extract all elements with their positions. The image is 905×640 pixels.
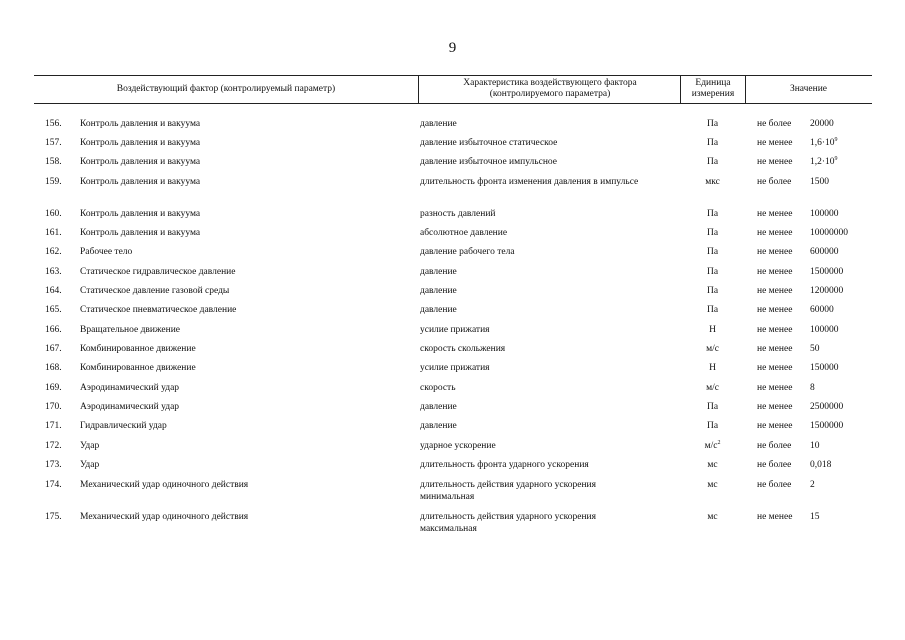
row-comparison: не менее bbox=[757, 363, 793, 373]
header-factor: Воздействующий фактор (контролируемый параметр) bbox=[116, 83, 336, 94]
row-comparison: не более bbox=[757, 480, 792, 490]
row-value: 10000000 bbox=[810, 228, 848, 238]
row-factor: Удар bbox=[80, 460, 100, 470]
row-comparison: не более bbox=[757, 460, 792, 470]
row-number: 167. bbox=[45, 344, 62, 354]
row-unit: Н bbox=[709, 363, 716, 373]
row-characteristic: давление рабочего тела bbox=[420, 247, 515, 257]
row-number: 163. bbox=[45, 267, 62, 277]
row-characteristic: давление bbox=[420, 267, 457, 277]
row-number: 168. bbox=[45, 363, 62, 373]
row-unit: Па bbox=[706, 157, 719, 167]
row-characteristic: длительность действия ударного ускорения максимальная bbox=[420, 512, 596, 534]
row-factor: Аэродинамический удар bbox=[80, 402, 180, 412]
header-characteristic: Характеристика воздействующего фактора (контролируемого параметра) bbox=[463, 78, 637, 99]
row-number: 156. bbox=[45, 119, 62, 129]
row-characteristic: длительность действия ударного ускорения минимальная bbox=[420, 480, 596, 502]
row-value: 100000 bbox=[810, 325, 839, 335]
row-characteristic: скорость скольжения bbox=[420, 344, 506, 354]
row-value: 150000 bbox=[810, 363, 839, 373]
row-characteristic: усилие прижатия bbox=[420, 325, 490, 335]
row-value: 20000 bbox=[810, 119, 834, 129]
row-factor: Комбинированное движение bbox=[80, 344, 196, 354]
row-factor: Механический удар одиночного действия bbox=[80, 480, 249, 490]
row-comparison: не более bbox=[757, 119, 792, 129]
row-comparison: не менее bbox=[757, 305, 793, 315]
row-comparison: не менее bbox=[757, 157, 793, 167]
row-number: 158. bbox=[45, 157, 62, 167]
row-unit: м/с bbox=[706, 344, 719, 354]
row-comparison: не менее bbox=[757, 421, 793, 431]
row-value: 10 bbox=[810, 441, 820, 451]
row-comparison: не менее bbox=[757, 512, 793, 522]
row-characteristic: скорость bbox=[420, 383, 456, 393]
row-value: 1500000 bbox=[810, 267, 844, 277]
row-unit: мкс bbox=[705, 177, 720, 187]
row-characteristic: усилие прижатия bbox=[420, 363, 490, 373]
row-unit bbox=[690, 440, 735, 452]
row-comparison: не менее bbox=[757, 344, 793, 354]
row-unit: Па bbox=[706, 209, 719, 219]
row-unit: мс bbox=[707, 460, 718, 470]
row-number: 161. bbox=[45, 228, 62, 238]
row-characteristic: длительность фронта ударного ускорения bbox=[420, 460, 589, 470]
row-unit: Па bbox=[706, 247, 719, 257]
row-number: 165. bbox=[45, 305, 62, 315]
row-value-base: 1,2·10 bbox=[810, 157, 835, 167]
table-header-bottom-rule bbox=[34, 103, 872, 104]
row-comparison: не менее bbox=[757, 209, 793, 219]
row-unit-exponent: 2 bbox=[717, 439, 721, 446]
row-factor: Статическое давление газовой среды bbox=[80, 286, 230, 296]
row-number: 170. bbox=[45, 402, 62, 412]
row-unit: Па bbox=[706, 286, 719, 296]
row-number: 172. bbox=[45, 441, 62, 451]
row-factor: Статическое пневматическое давление bbox=[80, 305, 237, 315]
row-factor: Аэродинамический удар bbox=[80, 383, 180, 393]
row-value: 600000 bbox=[810, 247, 839, 257]
row-factor: Контроль давления и вакуума bbox=[80, 228, 201, 238]
row-factor: Рабочее тело bbox=[80, 247, 133, 257]
row-factor: Контроль давления и вакуума bbox=[80, 138, 201, 148]
row-unit: мс bbox=[707, 512, 718, 522]
row-number: 162. bbox=[45, 247, 62, 257]
row-unit: мс bbox=[707, 480, 718, 490]
header-unit: Единица измерения bbox=[691, 78, 735, 99]
row-comparison: не менее bbox=[757, 286, 793, 296]
row-number: 157. bbox=[45, 138, 62, 148]
row-value: 0,018 bbox=[810, 460, 832, 470]
row-value: 1500000 bbox=[810, 421, 844, 431]
row-unit: Па bbox=[706, 119, 719, 129]
row-unit: Па bbox=[706, 228, 719, 238]
row-factor: Контроль давления и вакуума bbox=[80, 209, 201, 219]
row-factor: Удар bbox=[80, 441, 100, 451]
row-value: 2 bbox=[810, 480, 815, 490]
row-number: 169. bbox=[45, 383, 62, 393]
row-comparison: не менее bbox=[757, 247, 793, 257]
row-number: 175. bbox=[45, 512, 62, 522]
row-comparison: не менее bbox=[757, 325, 793, 335]
row-factor: Статическое гидравлическое давление bbox=[80, 267, 236, 277]
row-value-exponent: 9 bbox=[834, 155, 838, 162]
row-comparison: не менее bbox=[757, 402, 793, 412]
row-comparison: не менее bbox=[757, 267, 793, 277]
row-comparison: не менее bbox=[757, 228, 793, 238]
row-factor: Вращательное движение bbox=[80, 325, 181, 335]
row-unit: Па bbox=[706, 138, 719, 148]
row-number: 174. bbox=[45, 480, 62, 490]
row-factor: Механический удар одиночного действия bbox=[80, 512, 249, 522]
row-factor: Контроль давления и вакуума bbox=[80, 119, 201, 129]
row-unit-base: м/с bbox=[704, 441, 718, 451]
row-characteristic: давление bbox=[420, 402, 457, 412]
row-characteristic: давление bbox=[420, 286, 457, 296]
row-value bbox=[810, 156, 838, 168]
row-comparison: не более bbox=[757, 177, 792, 187]
row-value: 15 bbox=[810, 512, 820, 522]
page-number: 9 bbox=[448, 40, 457, 56]
row-number: 160. bbox=[45, 209, 62, 219]
row-unit: Па bbox=[706, 305, 719, 315]
row-value: 100000 bbox=[810, 209, 839, 219]
row-value: 8 bbox=[810, 383, 815, 393]
row-value: 1500 bbox=[810, 177, 829, 187]
row-number: 164. bbox=[45, 286, 62, 296]
row-factor: Контроль давления и вакуума bbox=[80, 157, 201, 167]
row-characteristic: ударное ускорение bbox=[420, 441, 496, 451]
header-divider-2 bbox=[680, 75, 681, 103]
row-unit: Н bbox=[709, 325, 716, 335]
row-characteristic: абсолютное давление bbox=[420, 228, 508, 238]
row-number: 159. bbox=[45, 177, 62, 187]
row-value bbox=[810, 137, 838, 149]
row-characteristic: давление избыточное статическое bbox=[420, 138, 558, 148]
row-comparison: не более bbox=[757, 441, 792, 451]
row-comparison: не менее bbox=[757, 138, 793, 148]
row-unit: Па bbox=[706, 402, 719, 412]
row-value: 2500000 bbox=[810, 402, 844, 412]
row-unit: Па bbox=[706, 421, 719, 431]
row-characteristic: давление bbox=[420, 421, 457, 431]
row-factor: Гидравлический удар bbox=[80, 421, 167, 431]
row-unit: Па bbox=[706, 267, 719, 277]
row-comparison: не менее bbox=[757, 383, 793, 393]
row-value-base: 1,6·10 bbox=[810, 138, 835, 148]
row-value: 60000 bbox=[810, 305, 834, 315]
row-unit: м/с bbox=[706, 383, 719, 393]
row-characteristic: разность давлений bbox=[420, 209, 496, 219]
header-divider-1 bbox=[418, 75, 419, 103]
row-characteristic: давление bbox=[420, 119, 457, 129]
row-value: 50 bbox=[810, 344, 820, 354]
row-characteristic: давление bbox=[420, 305, 457, 315]
row-number: 173. bbox=[45, 460, 62, 470]
row-factor: Контроль давления и вакуума bbox=[80, 177, 201, 187]
row-characteristic: длительность фронта изменения давления в импульсе bbox=[420, 177, 639, 187]
row-number: 171. bbox=[45, 421, 62, 431]
row-factor: Комбинированное движение bbox=[80, 363, 196, 373]
header-value: Значение bbox=[789, 83, 828, 94]
row-characteristic: давление избыточное импульсное bbox=[420, 157, 557, 167]
row-number: 166. bbox=[45, 325, 62, 335]
row-value: 1200000 bbox=[810, 286, 844, 296]
row-value-exponent: 9 bbox=[834, 136, 838, 143]
